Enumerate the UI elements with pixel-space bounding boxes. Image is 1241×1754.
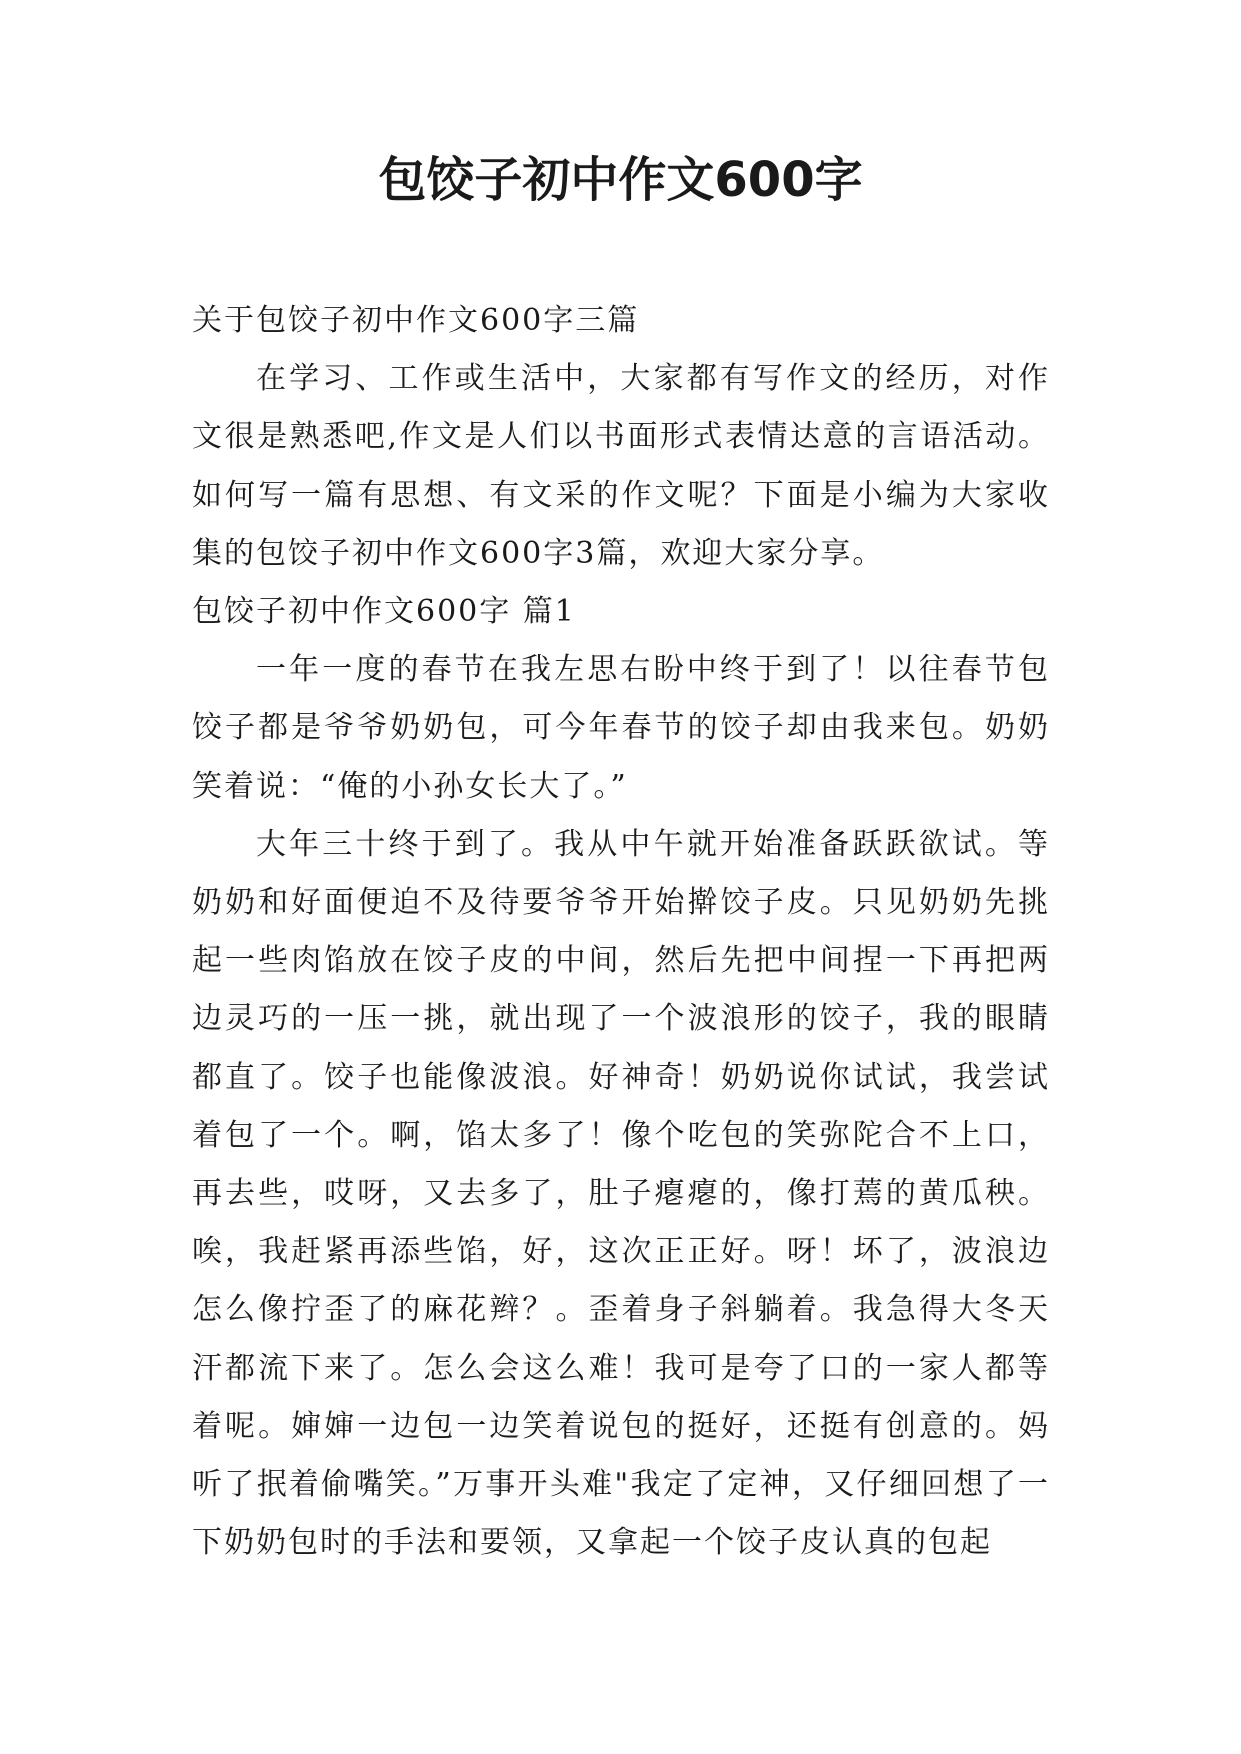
subtitle-line: 关于包饺子初中作文600字三篇 <box>192 303 640 338</box>
body-paragraph-2: 大年三十终于到了。我从中午就开始准备跃跃欲试。等奶奶和好面便迫不及待要爷爷开始擀饺子皮。只见奶奶先挑起一些肉馅放在饺子皮的中间，然后先把中间捏一下再把两边灵巧的一压一挑，就出现了一个波浪形的饺子，我的眼睛都直了。饺子也能像波浪。好神奇！奶奶说你试试，我尝试着包了一个。啊，馅太多了！像个吃包的笑弥陀合不上口，再去些，哎呀，又去多了，肚子瘪瘪的，像打蔫的黄瓜秧。唉，我赶紧再添些馅，好，这次正正好。呀！坏了，波浪边怎么像拧歪了的麻花辫？。歪着身子斜躺着。我急得大冬天汗都流下来了。怎么会这么难！我可是夸了口的一家人都等着呢。婶婶一边包一边笑着说包的挺好，还挺有创意的。妈听了抿着偷嘴笑。”万事开头难"我定了定神，又仔细回想了一下奶奶包时的手法和要领，又拿起一个饺子皮认真的包起 <box>192 826 1050 1561</box>
section-heading: 包饺子初中作文600字 篇1 <box>192 594 576 630</box>
document-title: 包饺子初中作文600字 <box>378 152 863 208</box>
document-body <box>192 292 1050 1572</box>
intro-paragraph: 在学习、工作或生活中，大家都有写作文的经历，对作文很是熟悉吧,作文是人们以书面形式表情达意的言语活动。如何写一篇有思想、有文采的作文呢？下面是小编为大家收集的包饺子初中作文600字3篇，欢迎大家分享。 <box>192 361 1050 571</box>
body-paragraph-1: 一年一度的春节在我左思右盼中终于到了！以往春节包饺子都是爷爷奶奶包，可今年春节的饺子却由我来包。奶奶笑着说：“俺的小孙女长大了。” <box>192 652 1050 804</box>
